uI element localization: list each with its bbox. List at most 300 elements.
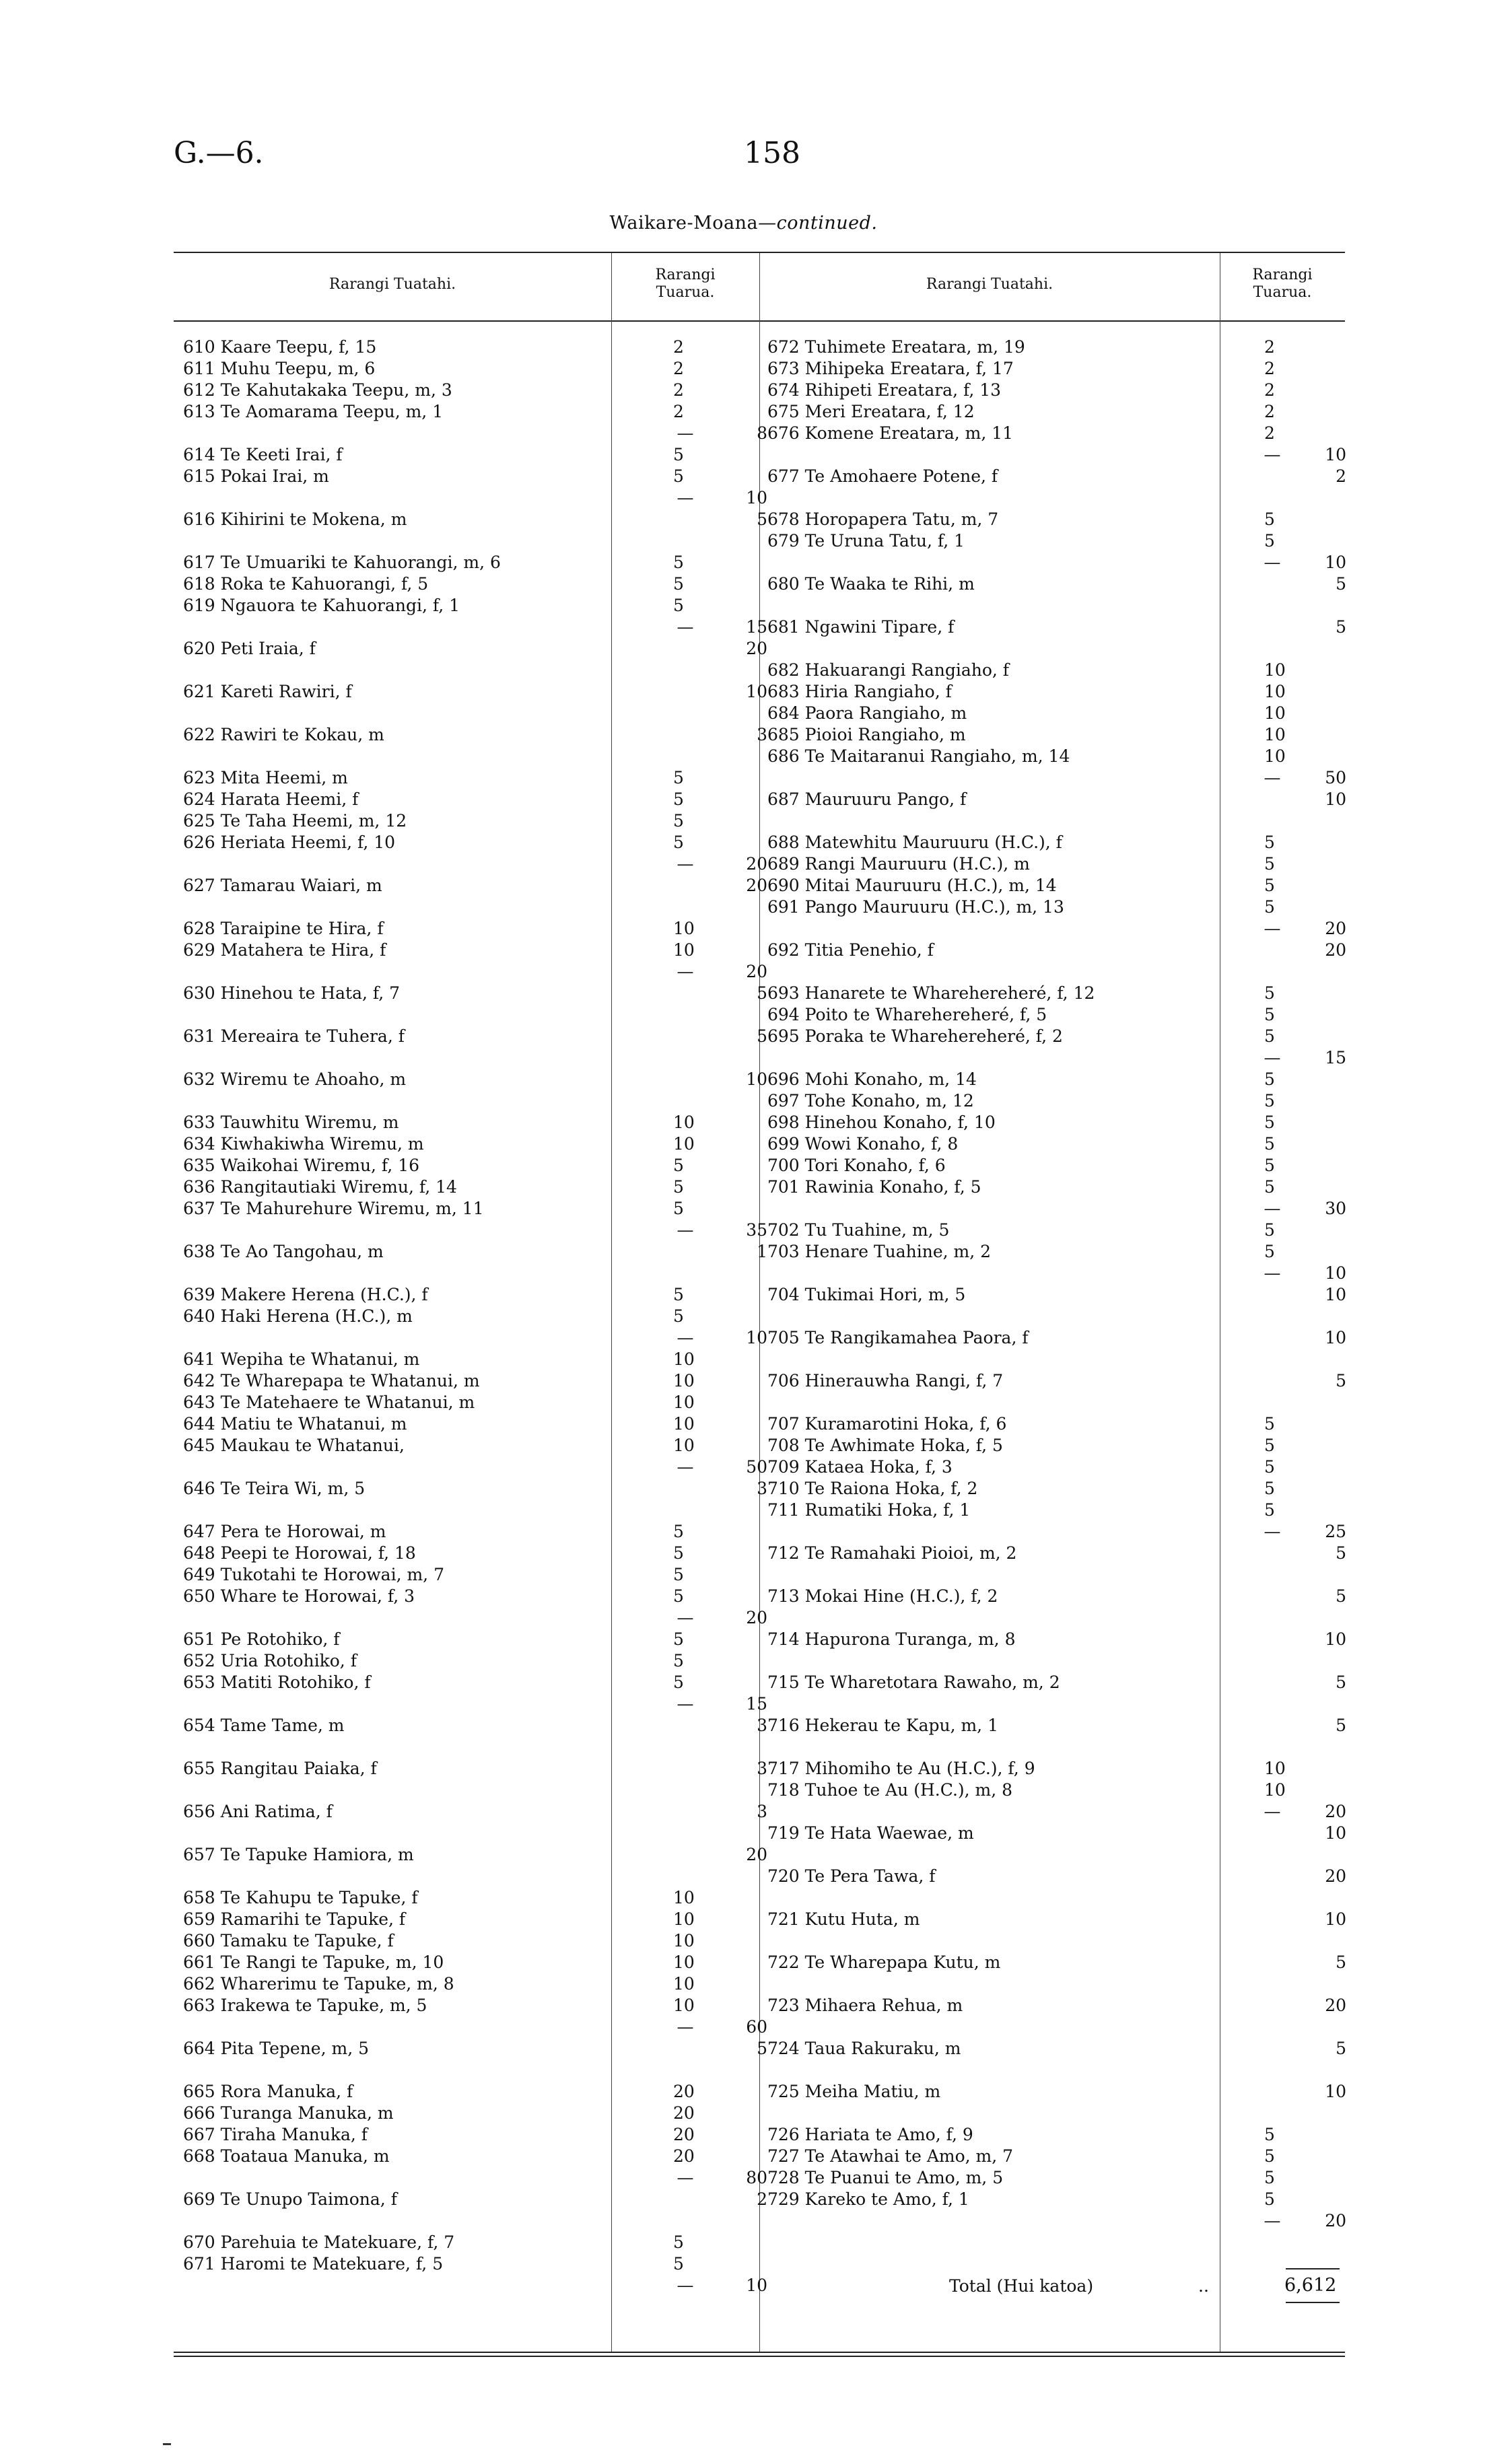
list-two-value: 20 bbox=[1325, 2211, 1346, 2230]
list-item bbox=[183, 767, 755, 789]
entry-name: 647 Pera te Horowai, m bbox=[183, 1522, 386, 1541]
subtotal-dash: — bbox=[1264, 1199, 1281, 1218]
list-item bbox=[767, 1435, 1346, 1456]
list-two-value: 5 bbox=[1336, 1673, 1346, 1692]
list-one-value: 20 bbox=[673, 2082, 695, 2101]
list-item bbox=[767, 1780, 1346, 1801]
list-item bbox=[183, 1004, 755, 1026]
entry-name: 718 Tuhoe te Au (H.C.), m, 8 bbox=[767, 1780, 1013, 1800]
entry-name: 619 Ngauora te Kahuorangi, f, 1 bbox=[183, 596, 460, 615]
list-item bbox=[183, 724, 767, 746]
entry-name: 720 Te Pera Tawa, f bbox=[767, 1866, 936, 1886]
list-item bbox=[767, 918, 1346, 940]
list-one-value: 10 bbox=[673, 1436, 695, 1455]
list-one-value: 2 bbox=[1264, 337, 1275, 357]
list-item bbox=[183, 1973, 755, 1995]
list-item bbox=[767, 1672, 1346, 1693]
list-item bbox=[183, 423, 767, 444]
list-one-value: 5 bbox=[1264, 1457, 1275, 1477]
list-item bbox=[183, 552, 755, 573]
list-one-value: 5 bbox=[673, 466, 684, 486]
list-item bbox=[183, 918, 755, 940]
list-item bbox=[183, 1844, 767, 1866]
list-item bbox=[767, 1952, 1346, 1973]
list-one-value: 5 bbox=[673, 768, 684, 787]
list-two-value: 10 bbox=[1325, 445, 1346, 464]
entry-name: 725 Meiha Matiu, m bbox=[767, 2082, 941, 2101]
list-one-value: 2 bbox=[673, 402, 684, 421]
entry-name: 644 Matiu te Whatanui, m bbox=[183, 1414, 407, 1434]
list-two-value: 5 bbox=[1336, 574, 1346, 594]
list-item bbox=[183, 1306, 755, 1327]
list-two-value: 5 bbox=[1336, 1371, 1346, 1391]
entry-name: 712 Te Ramahaki Pioioi, m, 2 bbox=[767, 1543, 1017, 1563]
subtotal-dash: — bbox=[677, 1220, 694, 1240]
list-item bbox=[767, 1306, 1346, 1327]
list-item bbox=[183, 509, 767, 530]
list-item bbox=[767, 1413, 1346, 1435]
list-item bbox=[767, 1220, 1346, 1241]
entry-name: 668 Toataua Manuka, m bbox=[183, 2146, 390, 2166]
list-item bbox=[767, 1715, 1346, 1736]
entry-name: 719 Te Hata Waewae, m bbox=[767, 1823, 974, 1843]
list-one-value: 10 bbox=[673, 1888, 695, 1907]
list-item bbox=[767, 487, 1346, 509]
entry-name: 683 Hiria Rangiaho, f bbox=[767, 682, 952, 701]
list-item bbox=[767, 638, 1346, 660]
entry-name: 684 Paora Rangiaho, m bbox=[767, 703, 967, 723]
list-two-value: 50 bbox=[1325, 768, 1346, 787]
entry-name: 670 Parehuia te Matekuare, f, 7 bbox=[183, 2232, 455, 2252]
list-item bbox=[767, 1370, 1346, 1392]
entry-name: 688 Matewhitu Mauruuru (H.C.), f bbox=[767, 833, 1062, 852]
entry-name: 676 Komene Ereatara, m, 11 bbox=[767, 423, 1014, 443]
list-item bbox=[767, 1176, 1346, 1198]
list-item bbox=[183, 1478, 767, 1500]
entry-name: 640 Haki Herena (H.C.), m bbox=[183, 1306, 413, 1326]
entry-name: 656 Ani Ratima, f bbox=[183, 1802, 333, 1821]
entry-name: 658 Te Kahupu te Tapuke, f bbox=[183, 1888, 418, 1907]
entry-name: 613 Te Aomarama Teepu, m, 1 bbox=[183, 402, 444, 421]
list-one-value: 5 bbox=[1264, 897, 1275, 917]
list-item bbox=[183, 1672, 755, 1693]
entry-name: 713 Mokai Hine (H.C.), f, 2 bbox=[767, 1586, 998, 1606]
list-two-value: 20 bbox=[1325, 1996, 1346, 2015]
list-item bbox=[767, 423, 1346, 444]
subtotal-dash: — bbox=[677, 1328, 694, 1347]
header-list-two-right-a: Rarangi bbox=[1252, 267, 1313, 283]
list-item bbox=[183, 2167, 767, 2189]
entry-name: 660 Tamaku te Tapuke, f bbox=[183, 1931, 394, 1950]
entry-name: 614 Te Keeti Irai, f bbox=[183, 445, 343, 464]
list-two-value: 10 bbox=[1325, 789, 1346, 809]
entry-name: 685 Pioioi Rangiaho, m bbox=[767, 725, 966, 744]
list-item bbox=[767, 1930, 1346, 1952]
list-one-value: 10 bbox=[1264, 746, 1286, 766]
entry-name: 678 Horopapera Tatu, m, 7 bbox=[767, 509, 999, 529]
list-one-value: 10 bbox=[1264, 660, 1286, 680]
list-item bbox=[767, 1112, 1346, 1133]
subtotal-dash: — bbox=[677, 2017, 694, 2037]
list-item bbox=[183, 2038, 767, 2060]
list-two-value: 10 bbox=[1325, 2082, 1346, 2101]
total-bottom-rule bbox=[1286, 2302, 1340, 2303]
entry-name: 696 Mohi Konaho, m, 14 bbox=[767, 1069, 977, 1089]
subtotal-dash: — bbox=[677, 854, 694, 874]
list-one-value: 5 bbox=[1264, 2146, 1275, 2166]
entry-name: 624 Harata Heemi, f bbox=[183, 789, 359, 809]
table-bottom-rule-double bbox=[174, 2356, 1345, 2357]
entry-name: 654 Tame Tame, m bbox=[183, 1716, 345, 1735]
entry-name: 645 Maukau te Whatanui, bbox=[183, 1436, 405, 1455]
entry-name: 630 Hinehou te Hata, f, 7 bbox=[183, 983, 401, 1003]
list-item bbox=[183, 1866, 755, 1887]
list-one-value: 5 bbox=[1264, 1414, 1275, 1434]
list-item bbox=[767, 1155, 1346, 1176]
list-item bbox=[767, 896, 1346, 918]
list-item bbox=[767, 983, 1346, 1004]
list-item bbox=[183, 1176, 755, 1198]
entry-name: 625 Te Taha Heemi, m, 12 bbox=[183, 811, 407, 831]
list-item bbox=[767, 1047, 1346, 1069]
entry-name: 671 Haromi te Matekuare, f, 5 bbox=[183, 2254, 444, 2274]
list-one-value: 5 bbox=[1264, 1026, 1275, 1046]
list-two-value: 1 bbox=[757, 1242, 767, 1261]
subtotal-dash: — bbox=[677, 1694, 694, 1714]
list-one-value: 10 bbox=[673, 1349, 695, 1369]
list-item bbox=[183, 1693, 767, 1715]
list-one-value: 5 bbox=[673, 833, 684, 852]
list-item bbox=[183, 638, 767, 660]
list-one-value: 5 bbox=[1264, 2168, 1275, 2187]
entry-name: 691 Pango Mauruuru (H.C.), m, 13 bbox=[767, 897, 1064, 917]
list-two-value: 10 bbox=[746, 1069, 767, 1089]
list-two-value: 20 bbox=[1325, 1866, 1346, 1886]
entry-name: 710 Te Raiona Hoka, f, 2 bbox=[767, 1479, 978, 1498]
list-item bbox=[183, 2103, 755, 2124]
list-one-value: 5 bbox=[673, 1306, 684, 1326]
entry-name: 649 Tukotahi te Horowai, m, 7 bbox=[183, 1565, 444, 1584]
entry-name: 631 Mereaira te Tuhera, f bbox=[183, 1026, 405, 1046]
entry-name: 634 Kiwhakiwha Wiremu, m bbox=[183, 1134, 424, 1154]
entry-name: 615 Pokai Irai, m bbox=[183, 466, 329, 486]
subtotal-dash: — bbox=[677, 2276, 694, 2295]
list-item bbox=[767, 703, 1346, 724]
entry-name: 693 Hanarete te Wharehereheré, f, 12 bbox=[767, 983, 1095, 1003]
list-item bbox=[767, 1607, 1346, 1629]
entry-name: 612 Te Kahutakaka Teepu, m, 3 bbox=[183, 380, 452, 400]
entry-name: 646 Te Teira Wi, m, 5 bbox=[183, 1479, 366, 1498]
total-dots: .. bbox=[1198, 2276, 1209, 2296]
list-two-value: 3 bbox=[757, 1802, 767, 1821]
list-one-value: 5 bbox=[673, 574, 684, 594]
list-item bbox=[183, 337, 755, 358]
entry-name: 679 Te Uruna Tatu, f, 1 bbox=[767, 531, 965, 551]
subtotal-dash: — bbox=[677, 617, 694, 637]
entry-name: 686 Te Maitaranui Rangiaho, m, 14 bbox=[767, 746, 1070, 766]
list-item bbox=[183, 2253, 755, 2275]
entry-name: 707 Kuramarotini Hoka, f, 6 bbox=[767, 1414, 1007, 1434]
entry-name: 700 Tori Konaho, f, 6 bbox=[767, 1156, 946, 1175]
list-one-value: 10 bbox=[1264, 1780, 1286, 1800]
list-one-value: 5 bbox=[1264, 1113, 1275, 1132]
list-one-value: 10 bbox=[673, 1909, 695, 1929]
list-two-value: 10 bbox=[1325, 1285, 1346, 1304]
subtotal-dash: — bbox=[677, 2168, 694, 2187]
list-item bbox=[767, 466, 1346, 487]
margin-mark bbox=[163, 2443, 171, 2445]
section-title bbox=[0, 213, 1487, 234]
entry-name: 652 Uria Rotohiko, f bbox=[183, 1651, 357, 1670]
list-one-value: 5 bbox=[1264, 1069, 1275, 1089]
list-item bbox=[183, 2210, 755, 2232]
entry-name: 626 Heriata Heemi, f, 10 bbox=[183, 833, 396, 852]
list-one-value: 5 bbox=[1264, 1134, 1275, 1154]
list-item bbox=[767, 767, 1346, 789]
entry-name: 677 Te Amohaere Potene, f bbox=[767, 466, 998, 486]
list-item bbox=[183, 1392, 755, 1413]
list-one-value: 5 bbox=[673, 445, 684, 464]
list-two-value: 5 bbox=[1336, 1716, 1346, 1735]
list-one-value: 5 bbox=[1264, 876, 1275, 895]
entry-name: 681 Ngawini Tipare, f bbox=[767, 617, 955, 637]
list-item bbox=[767, 530, 1346, 552]
list-one-value: 5 bbox=[673, 1651, 684, 1670]
list-item bbox=[183, 1543, 755, 1564]
list-item bbox=[183, 1133, 755, 1155]
subtotal-dash: — bbox=[677, 1608, 694, 1627]
list-item bbox=[767, 1392, 1346, 1413]
section-name: Waikare-Moana bbox=[609, 213, 759, 234]
entry-name: 636 Rangitautiaki Wiremu, f, 14 bbox=[183, 1177, 457, 1197]
list-one-value: 5 bbox=[673, 553, 684, 572]
entry-name: 635 Waikohai Wiremu, f, 16 bbox=[183, 1156, 420, 1175]
list-one-value: 5 bbox=[673, 1629, 684, 1649]
entry-name: 650 Whare te Horowai, f, 3 bbox=[183, 1586, 415, 1606]
list-one-value: 2 bbox=[673, 337, 684, 357]
entry-name: 648 Peepi te Horowai, f, 18 bbox=[183, 1543, 416, 1563]
subtotal-dash: — bbox=[677, 1457, 694, 1477]
list-item bbox=[183, 1327, 767, 1349]
subtotal-dash: — bbox=[1264, 1048, 1281, 1067]
entry-name: 714 Hapurona Turanga, m, 8 bbox=[767, 1629, 1016, 1649]
list-item bbox=[767, 337, 1346, 358]
header-list-two-left-b: Tuarua. bbox=[656, 284, 715, 301]
entry-name: 723 Mihaera Rehua, m bbox=[767, 1996, 963, 2015]
list-item bbox=[183, 1736, 755, 1758]
list-item bbox=[767, 1995, 1346, 2016]
list-item bbox=[183, 2232, 755, 2253]
entry-name: 704 Tukimai Hori, m, 5 bbox=[767, 1285, 966, 1304]
list-two-value: 5 bbox=[1336, 1543, 1346, 1563]
header-list-two-right bbox=[1220, 267, 1345, 302]
list-item bbox=[767, 1349, 1346, 1370]
header-list-two-right-b: Tuarua. bbox=[1253, 284, 1312, 301]
entry-name: 632 Wiremu te Ahoaho, m bbox=[183, 1069, 407, 1089]
list-two-value: 10 bbox=[1325, 1629, 1346, 1649]
list-item bbox=[183, 703, 755, 724]
list-item bbox=[767, 1521, 1346, 1543]
list-two-value: 20 bbox=[746, 876, 767, 895]
list-one-value: 5 bbox=[1264, 1436, 1275, 1455]
list-item bbox=[183, 1090, 755, 1112]
list-item bbox=[183, 1220, 767, 1241]
list-one-value: 5 bbox=[673, 1156, 684, 1175]
list-one-value: 5 bbox=[673, 811, 684, 831]
list-item bbox=[767, 1823, 1346, 1844]
entry-name: 643 Te Matehaere te Whatanui, m bbox=[183, 1393, 475, 1412]
list-item bbox=[767, 810, 1346, 832]
list-item bbox=[183, 1909, 755, 1930]
entry-name: 622 Rawiri te Kokau, m bbox=[183, 725, 384, 744]
list-item bbox=[183, 401, 755, 423]
list-item bbox=[767, 2081, 1346, 2103]
list-item bbox=[183, 1995, 755, 2016]
list-item bbox=[183, 2016, 767, 2038]
entry-name: 682 Hakuarangi Rangiaho, f bbox=[767, 660, 1010, 680]
list-one-value: 20 bbox=[673, 2103, 695, 2123]
list-item bbox=[767, 1801, 1346, 1823]
entry-name: 610 Kaare Teepu, f, 15 bbox=[183, 337, 377, 357]
list-two-value: 10 bbox=[746, 1328, 767, 1347]
list-item bbox=[183, 1112, 755, 1133]
list-one-value: 2 bbox=[1264, 423, 1275, 443]
list-one-value: 5 bbox=[1264, 1500, 1275, 1520]
subtotal-dash: — bbox=[1264, 768, 1281, 787]
entry-name: 621 Kareti Rawiri, f bbox=[183, 682, 352, 701]
list-item bbox=[767, 2060, 1346, 2081]
list-two-value: 10 bbox=[1325, 553, 1346, 572]
list-item bbox=[183, 1263, 755, 1284]
list-item bbox=[767, 1263, 1346, 1284]
list-item bbox=[183, 1155, 755, 1176]
list-item bbox=[183, 853, 767, 875]
list-one-value: 2 bbox=[1264, 359, 1275, 378]
list-one-value: 10 bbox=[673, 1113, 695, 1132]
list-item bbox=[767, 2103, 1346, 2124]
list-one-value: 5 bbox=[1264, 1220, 1275, 1240]
list-item bbox=[767, 1758, 1346, 1780]
list-item bbox=[767, 1887, 1346, 1909]
entry-name: 729 Kareko te Amo, f, 1 bbox=[767, 2189, 969, 2209]
list-two-value: 80 bbox=[746, 2168, 767, 2187]
entry-name: 629 Matahera te Hira, f bbox=[183, 940, 386, 960]
list-one-value: 5 bbox=[673, 1586, 684, 1606]
list-two-value: 10 bbox=[746, 2276, 767, 2295]
entry-name: 620 Peti Iraia, f bbox=[183, 639, 316, 658]
list-item bbox=[183, 746, 755, 767]
entry-name: 673 Mihipeka Ereatara, f, 17 bbox=[767, 359, 1014, 378]
list-two-value: 30 bbox=[1325, 1199, 1346, 1218]
subtotal-dash: — bbox=[1264, 1263, 1281, 1283]
entry-name: 699 Wowi Konaho, f, 8 bbox=[767, 1134, 959, 1154]
list-item bbox=[183, 2275, 767, 2296]
subtotal-dash: — bbox=[677, 488, 694, 507]
list-two-value: 10 bbox=[1325, 1328, 1346, 1347]
entry-name: 666 Turanga Manuka, m bbox=[183, 2103, 394, 2123]
list-item bbox=[767, 1586, 1346, 1607]
list-item bbox=[183, 1564, 755, 1586]
list-item bbox=[183, 1284, 755, 1306]
list-one-value: 20 bbox=[673, 2125, 695, 2144]
list-one-value: 5 bbox=[673, 2232, 684, 2252]
list-two-value: 3 bbox=[757, 1479, 767, 1498]
list-item bbox=[767, 595, 1346, 617]
entry-name: 618 Roka te Kahuorangi, f, 5 bbox=[183, 574, 429, 594]
list-item bbox=[767, 552, 1346, 573]
entry-name: 663 Irakewa te Tapuke, m, 5 bbox=[183, 1996, 427, 2015]
list-one-value: 5 bbox=[673, 1673, 684, 1692]
list-one-value: 2 bbox=[673, 380, 684, 400]
list-two-value: 50 bbox=[746, 1457, 767, 1477]
list-item bbox=[183, 1241, 767, 1263]
list-item bbox=[183, 1715, 767, 1736]
list-item bbox=[767, 789, 1346, 810]
list-one-value: 5 bbox=[673, 596, 684, 615]
list-one-value: 2 bbox=[1264, 380, 1275, 400]
list-one-value: 10 bbox=[673, 1952, 695, 1972]
list-one-value: 5 bbox=[1264, 983, 1275, 1003]
list-two-value: 10 bbox=[1325, 1263, 1346, 1283]
list-one-value: 5 bbox=[673, 1177, 684, 1197]
list-one-value: 5 bbox=[1264, 1479, 1275, 1498]
subtotal-dash: — bbox=[1264, 445, 1281, 464]
list-one-value: 5 bbox=[1264, 531, 1275, 551]
entry-name: 721 Kutu Huta, m bbox=[767, 1909, 920, 1929]
list-item bbox=[183, 573, 755, 595]
list-item bbox=[767, 1456, 1346, 1478]
list-one-value: 5 bbox=[1264, 1005, 1275, 1024]
list-one-value: 10 bbox=[673, 1393, 695, 1412]
list-one-value: 5 bbox=[1264, 2125, 1275, 2144]
list-one-value: 10 bbox=[673, 1134, 695, 1154]
list-item bbox=[183, 1349, 755, 1370]
list-item bbox=[183, 1026, 767, 1047]
list-two-value: 35 bbox=[746, 1220, 767, 1240]
list-two-value: 20 bbox=[746, 854, 767, 874]
list-item bbox=[767, 681, 1346, 703]
list-item bbox=[183, 1801, 767, 1823]
list-item bbox=[767, 1090, 1346, 1112]
entry-name: 669 Te Unupo Taimona, f bbox=[183, 2189, 397, 2209]
list-one-value: 5 bbox=[1264, 854, 1275, 874]
list-item bbox=[767, 1973, 1346, 1995]
list-two-value: 3 bbox=[757, 725, 767, 744]
list-two-value: 8 bbox=[757, 423, 767, 443]
list-item bbox=[183, 487, 767, 509]
entry-name: 641 Wepiha te Whatanui, m bbox=[183, 1349, 420, 1369]
list-two-value: 10 bbox=[746, 682, 767, 701]
total-label: Total (Hui katoa) bbox=[949, 2276, 1094, 2296]
list-two-value: 5 bbox=[1336, 1586, 1346, 1606]
entry-name: 701 Rawinia Konaho, f, 5 bbox=[767, 1177, 981, 1197]
list-one-value: 10 bbox=[673, 1996, 695, 2015]
list-item bbox=[767, 1629, 1346, 1650]
list-item bbox=[183, 380, 755, 401]
list-item bbox=[767, 1198, 1346, 1220]
entry-name: 667 Tiraha Manuka, f bbox=[183, 2125, 368, 2144]
list-item bbox=[767, 1844, 1346, 1866]
list-one-value: 5 bbox=[1264, 1091, 1275, 1111]
list-one-value: 5 bbox=[673, 1543, 684, 1563]
list-one-value: 5 bbox=[673, 1522, 684, 1541]
entry-name: 662 Wharerimu te Tapuke, m, 8 bbox=[183, 1974, 454, 1994]
list-two-value: 5 bbox=[757, 1026, 767, 1046]
list-item bbox=[767, 509, 1346, 530]
list-item bbox=[767, 401, 1346, 423]
list-item bbox=[183, 2189, 767, 2210]
list-two-value: 20 bbox=[1325, 919, 1346, 938]
